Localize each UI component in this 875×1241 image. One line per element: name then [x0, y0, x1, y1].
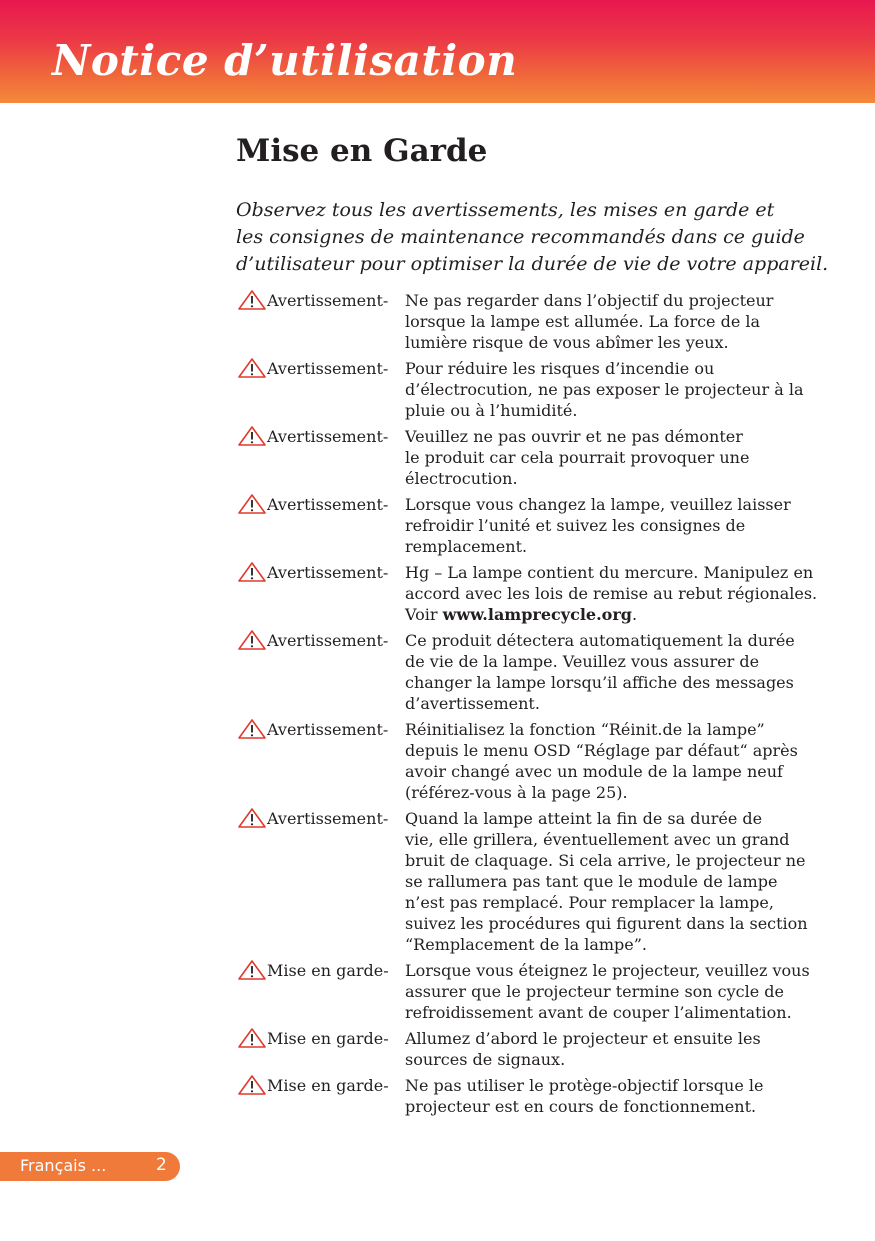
warning-item	[236, 290, 836, 353]
warning-line: le produit car cela pourrait provoquer une	[405, 448, 750, 467]
warning-line: Lorsque vous éteignez le projecteur, veuillez vous	[405, 961, 810, 980]
header-banner	[0, 0, 875, 103]
warning-line: d’électrocution, ne pas exposer le projecteur à la	[405, 380, 804, 399]
warning-description	[405, 358, 836, 421]
section-title: Mise en Garde	[236, 133, 488, 169]
intro-paragraph	[236, 197, 836, 278]
warning-line: remplacement.	[405, 537, 528, 556]
warning-line: Hg – La lampe contient du mercure. Manipulez en	[405, 563, 814, 582]
warning-description	[405, 1028, 836, 1070]
warning-triangle-icon	[236, 1074, 267, 1096]
warning-line: avoir changé avec un module de la lampe neuf	[405, 762, 783, 781]
warning-line: Veuillez ne pas ouvrir et ne pas démonter	[405, 427, 743, 446]
footer-page-tab	[0, 1152, 180, 1181]
warning-line: Ne pas regarder dans l’objectif du projecteur	[405, 291, 774, 310]
warning-label-text: Avertissement-	[267, 359, 389, 378]
warning-line: de vie de la lampe. Veuillez vous assurer de	[405, 652, 760, 671]
warning-triangle-icon	[236, 493, 267, 515]
warning-item	[236, 808, 836, 955]
warning-line: changer la lampe lorsqu’il affiche des messages	[405, 673, 794, 692]
warning-line: n’est pas remplacé. Pour remplacer la lampe,	[405, 893, 774, 912]
warning-description	[405, 494, 836, 557]
intro-line: d’utilisateur pour optimiser la durée de vie de votre appareil.	[236, 253, 829, 275]
warning-line: depuis le menu OSD “Réglage par défaut“ après	[405, 741, 798, 760]
warning-description	[405, 562, 836, 625]
warning-line: d’avertissement.	[405, 694, 540, 713]
warning-line: Lorsque vous changez la lampe, veuillez laisser	[405, 495, 791, 514]
warning-description	[405, 290, 836, 353]
warning-line: sources de signaux.	[405, 1050, 566, 1069]
warning-label	[236, 808, 405, 829]
warning-description	[405, 808, 836, 955]
warning-description	[405, 630, 836, 714]
warning-item	[236, 358, 836, 421]
warning-triangle-icon	[236, 629, 267, 651]
warning-triangle-icon	[236, 959, 267, 981]
link-prefix: Voir	[405, 605, 443, 624]
warning-line: Réinitialisez la fonction “Réinit.de la lampe”	[405, 720, 765, 739]
warning-line: projecteur est en cours de fonctionnement.	[405, 1097, 757, 1116]
warning-line: assurer que le projecteur termine son cycle de	[405, 982, 785, 1001]
warning-label	[236, 426, 405, 447]
warning-triangle-icon	[236, 425, 267, 447]
warning-item	[236, 562, 836, 625]
warning-line: “Remplacement de la lampe”.	[405, 935, 647, 954]
warning-label	[236, 358, 405, 379]
warning-triangle-icon	[236, 357, 267, 379]
warning-triangle-icon	[236, 807, 267, 829]
warning-item	[236, 719, 836, 803]
recycle-link[interactable]: www.lamprecycle.org	[442, 605, 632, 624]
warning-label	[236, 719, 405, 740]
warning-label-text: Avertissement-	[267, 291, 389, 310]
warning-item	[236, 1028, 836, 1070]
warning-label-text: Avertissement-	[267, 495, 389, 514]
warning-description	[405, 426, 836, 489]
warning-description	[405, 1075, 836, 1117]
warning-label-text: Avertissement-	[267, 427, 389, 446]
warning-label	[236, 1028, 405, 1049]
warning-label	[236, 562, 405, 583]
warning-line: vie, elle grillera, éventuellement avec un grand	[405, 830, 790, 849]
page-number: 2	[156, 1155, 167, 1175]
warning-label	[236, 290, 405, 311]
warning-label-text: Avertissement-	[267, 809, 389, 828]
document-title: Notice d’utilisation	[52, 36, 518, 85]
warning-line: électrocution.	[405, 469, 518, 488]
warning-label-text: Mise en garde-	[267, 1076, 389, 1095]
warning-item	[236, 960, 836, 1023]
warning-line: bruit de claquage. Si cela arrive, le projecteur ne	[405, 851, 806, 870]
intro-line: Observez tous les avertissements, les mises en garde et	[236, 199, 775, 221]
intro-line: les consignes de maintenance recommandés dans ce guide	[236, 226, 805, 248]
warning-line: lumière risque de vous abîmer les yeux.	[405, 333, 729, 352]
warning-list	[236, 290, 836, 1122]
warning-label-text: Mise en garde-	[267, 1029, 389, 1048]
warning-label	[236, 1075, 405, 1096]
warning-item	[236, 630, 836, 714]
warning-label-text: Avertissement-	[267, 563, 389, 582]
warning-item	[236, 1075, 836, 1117]
warning-triangle-icon	[236, 718, 267, 740]
warning-triangle-icon	[236, 561, 267, 583]
warning-line: refroidissement avant de couper l’alimentation.	[405, 1003, 792, 1022]
warning-description	[405, 719, 836, 803]
warning-line: lorsque la lampe est allumée. La force de la	[405, 312, 761, 331]
warning-label-text: Avertissement-	[267, 720, 389, 739]
warning-line: refroidir l’unité et suivez les consignes de	[405, 516, 746, 535]
warning-line: suivez les procédures qui figurent dans la section	[405, 914, 808, 933]
warning-triangle-icon	[236, 1027, 267, 1049]
warning-label	[236, 630, 405, 651]
warning-line: Ce produit détectera automatiquement la durée	[405, 631, 795, 650]
warning-line: Quand la lampe atteint la fin de sa durée de	[405, 809, 763, 828]
warning-line: Ne pas utiliser le protège-objectif lorsque le	[405, 1076, 764, 1095]
warning-line: (référez-vous à la page 25).	[405, 783, 628, 802]
footer-language: Français ...	[20, 1156, 107, 1175]
warning-line	[405, 604, 836, 625]
warning-line: se rallumera pas tant que le module de lampe	[405, 872, 778, 891]
warning-line: Pour réduire les risques d’incendie ou	[405, 359, 715, 378]
warning-line: accord avec les lois de remise au rebut régionales.	[405, 584, 818, 603]
warning-label	[236, 494, 405, 515]
warning-label-text: Mise en garde-	[267, 961, 389, 980]
link-suffix: .	[631, 605, 638, 624]
warning-item	[236, 426, 836, 489]
warning-description	[405, 960, 836, 1023]
warning-line: Allumez d’abord le projecteur et ensuite les	[405, 1029, 761, 1048]
warning-label-text: Avertissement-	[267, 631, 389, 650]
warning-item	[236, 494, 836, 557]
warning-line: pluie ou à l’humidité.	[405, 401, 578, 420]
warning-triangle-icon	[236, 289, 267, 311]
warning-label	[236, 960, 405, 981]
